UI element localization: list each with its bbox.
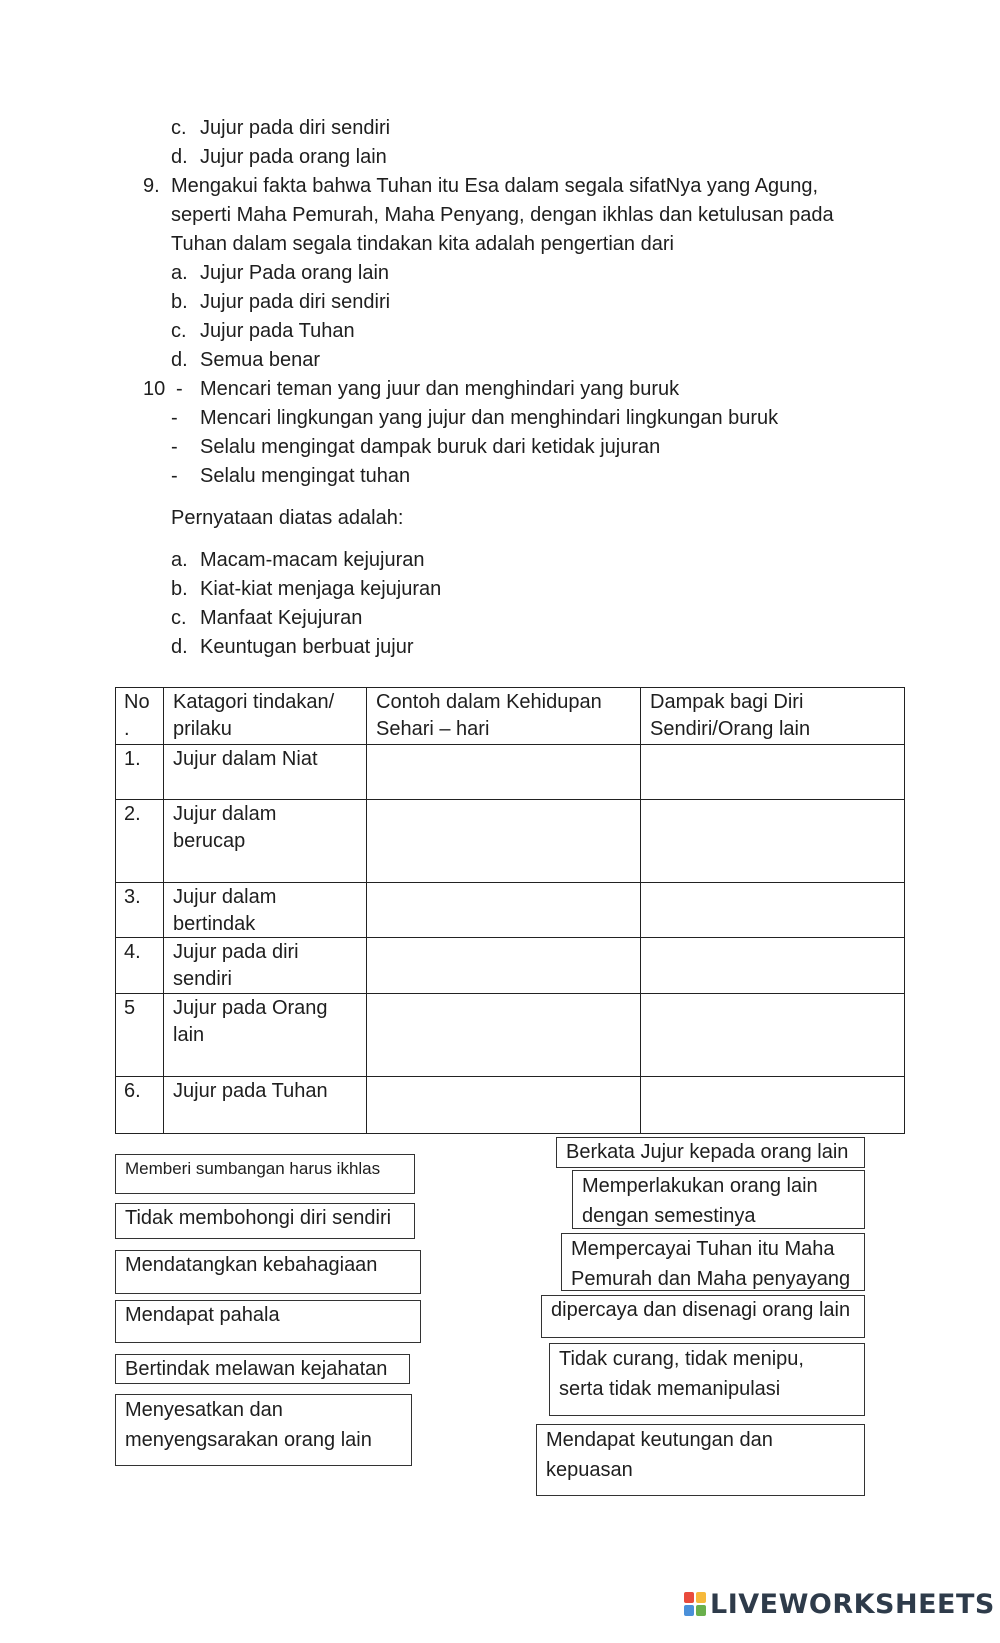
answer-line: Memperlakukan orang lain <box>582 1175 818 1197</box>
table-rule <box>366 687 367 1134</box>
row-line: Jujur dalam <box>173 803 277 825</box>
table-rule <box>115 1076 905 1077</box>
answer-box-right-2[interactable] <box>572 1170 865 1229</box>
row-line: Jujur pada diri <box>173 941 299 963</box>
table-rule <box>904 687 905 1134</box>
option-text: Manfaat Kejujuran <box>200 607 363 629</box>
row-category <box>173 884 276 938</box>
table-rule <box>115 687 905 688</box>
bullet-dash: - <box>171 407 178 429</box>
option-letter: c. <box>171 607 187 629</box>
answer-box-left-1[interactable] <box>115 1154 415 1194</box>
row-line: Jujur dalam <box>173 886 277 908</box>
header-line: No <box>124 691 150 713</box>
row-category <box>173 801 276 855</box>
answer-box-right-4[interactable] <box>541 1295 865 1338</box>
liveworksheets-logo <box>684 1585 995 1623</box>
bullet-text: Selalu mengingat dampak buruk dari ketidak jujuran <box>200 436 661 458</box>
answer-box-right-1[interactable] <box>556 1137 865 1168</box>
option-text: Kiat-kiat menjaga kejujuran <box>200 578 442 600</box>
option-letter: a. <box>171 549 188 571</box>
question-statement: Pernyataan diatas adalah: <box>171 507 404 529</box>
header-line: Katagori tindakan/ <box>173 691 335 713</box>
table-rule <box>163 687 164 1134</box>
option-letter: d. <box>171 636 188 658</box>
question-number: 9. <box>143 175 160 197</box>
row-category <box>173 1078 328 1105</box>
answer-box-right-6[interactable] <box>536 1424 865 1496</box>
answer-line: Memberi sumbangan harus ikhlas <box>125 1159 381 1178</box>
option-letter: a. <box>171 262 188 284</box>
logo-square <box>684 1605 694 1616</box>
header-impact <box>650 689 810 743</box>
header-line: Dampak bagi Diri <box>650 691 804 713</box>
honesty-category-table <box>115 687 905 1134</box>
answer-line: Bertindak melawan kejahatan <box>125 1358 388 1380</box>
question-number: 10 <box>143 378 166 400</box>
header-line: prilaku <box>173 718 232 740</box>
row-line: sendiri <box>173 968 232 990</box>
answer-line: dengan semestinya <box>582 1205 756 1227</box>
answer-line: menyengsarakan orang lain <box>125 1429 372 1451</box>
table-rule <box>115 993 905 994</box>
answer-box-right-3[interactable] <box>561 1233 865 1291</box>
row-line: Jujur pada Orang <box>173 997 328 1019</box>
table-rule <box>115 799 905 800</box>
answer-box-left-6[interactable] <box>115 1394 412 1466</box>
bullet-text: Mencari lingkungan yang jujur dan menghindari lingkungan buruk <box>200 407 779 429</box>
row-line: berucap <box>173 830 246 852</box>
answer-box-left-2[interactable] <box>115 1203 415 1239</box>
option-text: Jujur Pada orang lain <box>200 262 390 284</box>
header-category <box>173 689 334 743</box>
logo-square <box>696 1605 706 1616</box>
answer-box-left-3[interactable] <box>115 1250 421 1294</box>
answer-line: dipercaya dan disenagi orang lain <box>551 1299 851 1321</box>
row-number: 1. <box>124 748 141 770</box>
liveworksheets-logo-icon <box>684 1592 706 1616</box>
brand-name: LIVEWORKSHEETS <box>710 1588 995 1620</box>
header-example <box>376 689 602 743</box>
answer-line: serta tidak memanipulasi <box>559 1378 781 1400</box>
logo-square <box>696 1592 706 1603</box>
table-rule <box>115 744 905 745</box>
option-letter: c. <box>171 320 187 342</box>
option-text: Semua benar <box>200 349 321 371</box>
answer-line: Pemurah dan Maha penyayang <box>571 1268 851 1290</box>
answer-line: Mendapat keutungan dan <box>546 1429 773 1451</box>
option-text: Jujur pada Tuhan <box>200 320 355 342</box>
table-rule <box>115 1133 905 1134</box>
bullet-dash: - <box>176 378 183 400</box>
row-category <box>173 939 299 993</box>
option-letter: d. <box>171 146 188 168</box>
header-line: Sehari – hari <box>376 718 490 740</box>
bullet-text: Selalu mengingat tuhan <box>200 465 411 487</box>
table-rule <box>115 882 905 883</box>
option-letter: b. <box>171 578 188 600</box>
row-number: 4. <box>124 941 141 963</box>
row-line: bertindak <box>173 913 256 935</box>
answer-line: Tidak membohongi diri sendiri <box>125 1207 392 1229</box>
answer-line: Tidak curang, tidak menipu, <box>559 1348 804 1370</box>
answer-box-left-4[interactable] <box>115 1300 421 1343</box>
option-text: Macam-macam kejujuran <box>200 549 425 571</box>
question-text-line: Tuhan dalam segala tindakan kita adalah pengertian dari <box>171 233 674 255</box>
header-line: Sendiri/Orang lain <box>650 718 811 740</box>
option-text: Keuntugan berbuat jujur <box>200 636 414 658</box>
option-letter: c. <box>171 117 187 139</box>
header-line: Contoh dalam Kehidupan <box>376 691 602 713</box>
bullet-dash: - <box>171 465 178 487</box>
answer-line: kepuasan <box>546 1459 633 1481</box>
row-line: Jujur pada Tuhan <box>173 1080 328 1102</box>
row-number: 5 <box>124 997 136 1019</box>
option-text: Jujur pada diri sendiri <box>200 291 391 313</box>
answer-line: Mendatangkan kebahagiaan <box>125 1254 378 1276</box>
header-no <box>124 689 150 743</box>
question-text-line: Mengakui fakta bahwa Tuhan itu Esa dalam segala sifatNya yang Agung, <box>171 175 819 197</box>
row-number: 3. <box>124 886 141 908</box>
option-letter: d. <box>171 349 188 371</box>
answer-line: Berkata Jujur kepada orang lain <box>566 1141 849 1163</box>
question-text-line: seperti Maha Pemurah, Maha Penyang, dengan ikhlas dan ketulusan pada <box>171 204 834 226</box>
header-line: . <box>124 718 130 740</box>
row-category <box>173 995 328 1049</box>
answer-line: Mempercayai Tuhan itu Maha <box>571 1238 835 1260</box>
logo-square <box>684 1592 694 1603</box>
table-rule <box>640 687 641 1134</box>
answer-box-left-5[interactable] <box>115 1354 410 1384</box>
option-text: Jujur pada orang lain <box>200 146 387 168</box>
table-rule <box>115 687 116 1134</box>
answer-line: Menyesatkan dan <box>125 1399 283 1421</box>
row-line: lain <box>173 1024 205 1046</box>
row-number: 6. <box>124 1080 141 1102</box>
row-number: 2. <box>124 803 141 825</box>
row-line: Jujur dalam Niat <box>173 748 318 770</box>
bullet-dash: - <box>171 436 178 458</box>
option-text: Jujur pada diri sendiri <box>200 117 391 139</box>
option-letter: b. <box>171 291 188 313</box>
bullet-text: Mencari teman yang juur dan menghindari yang buruk <box>200 378 680 400</box>
answer-line: Mendapat pahala <box>125 1304 280 1326</box>
answer-box-right-5[interactable] <box>549 1343 865 1416</box>
row-category <box>173 746 318 773</box>
